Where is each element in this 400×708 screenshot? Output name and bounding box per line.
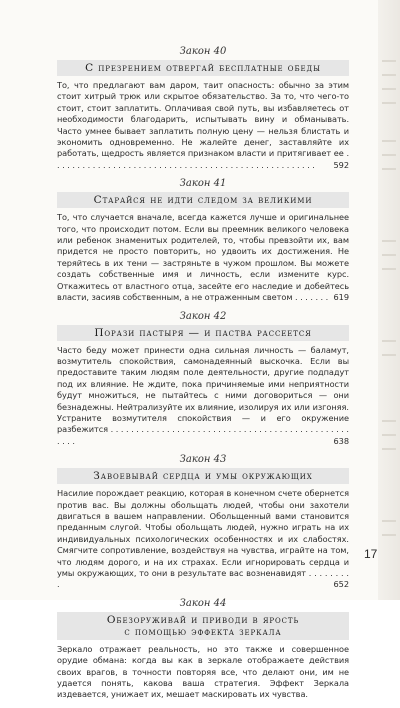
law-title-line: Завоевывай сердца и умы окружающих [93, 470, 313, 483]
law-entry-42 [57, 311, 349, 448]
law-description-text: Зеркало отражает реальность, но это также и совершенное орудие обмана: когда вы как в зеркале отображаете действия своих врагов, в точности повторяя все, что делают они, им не удается понять, какова ваша стратегия. Эффект Зеркала издевается, унижает их, мешает маскировать их чувства. [57, 643, 349, 700]
law-title-line: Порази пастыря — и паства рассеется [94, 326, 312, 339]
law-description: Насилие порождает реакцию, которая в конечном счете обернется против вас. Вы должны обольщать людей, чтобы они захотели двигаться в вашем направлении. Обольщенный вами становится преданным слугой. Чтобы обольщать людей, нужно играть на их индивидуальных психологических особенностях и их слабостях. Смягчите сопротивление, воздействуя на чувства, играйте на том, что людям дорого, и на их страхах. Если игнорировать сердца и умы окружающих, то они в результате вас возненавидят . . . . . . . . . 652 [57, 488, 349, 590]
law-entry-44 [57, 598, 349, 701]
page-number: 17 [364, 547, 378, 561]
law-entry-41 [57, 178, 349, 303]
law-title-line: с помощью эффекта зеркала [124, 625, 282, 638]
law-page-reference: 652 [333, 579, 349, 590]
law-entry-43 [57, 454, 349, 591]
law-entry-40 [57, 46, 349, 171]
law-page-reference: 592 [333, 159, 349, 170]
law-description: То, что случается вначале, всегда кажется лучше и оригинальнее того, что происходит потом. Если вы преемник великого человека или ребенок знаменитых родителей, то, чтобы превзойти их, вам придется не просто повторить, но удвоить их достижения. Не теряйтесь в их тени — застряньте в чужом прошлом. Вы можете создать собственные имя и личность, если измените курс. Откажитесь от властного отца, засейте его наследие и добейтесь власти, засияв собственным, а не отраженным светом . . . . . . . 619 [57, 212, 349, 303]
law-title [57, 192, 349, 208]
law-description: Часто беду может принести одна сильная личность — баламут, возмутитель спокойствия, самонадеянный выскочка. Если вы предоставите таким людям поле деятельности, другие подпадут под их влияние. Не ждите, пока причиняемые ими неприятности будут множиться, не пытайтесь с ними договориться — они безнадежны. Нейтрализуйте их влияние, изолируя их или изгоняя. Устраните возмутителя спокойствия — и его окружение разбежится . . . . . . . . . . . . . . . . . . . . . . . . . . . . . . . . . . . . . . . . . . . . . . . . . . . 638 [57, 344, 349, 446]
law-description [57, 644, 349, 701]
law-title [57, 325, 349, 341]
law-description-text: Часто беду может принести одна сильная личность — баламут, возмутитель спокойствия, самонадеянный выскочка. Если вы предоставите таким людям поле деятельности, другие подпадут под их влияние. Не ждите, пока причиняемые ими неприятности будут множиться, не пытайтесь с ними договориться — они безнадежны. Нейтрализуйте их влияние, изолируя их или изгоняя. Устраните возмутителя спокойствия — и его окружение разбежится [57, 344, 349, 435]
law-description-text: То, что предлагают вам даром, таит опасность: обычно за этим стоит хитрый трюк или скрытое обязательство. За то, что чего-то стоит, стоит заплатить. Оплачивая свой путь, вы избавляетесь от необходимости благодарить, испытывать вину и обманывать. Часто умнее бывает заплатить полную цену — нельзя блистать и экономить одновременно. Не жалейте денег, заставляйте их работать, щедрость является признаком власти и притягивает ее [57, 80, 349, 159]
law-title-line: Обезоруживай и приводи в ярость [106, 613, 300, 626]
law-description-text: Насилие порождает реакцию, которая в конечном счете обернется против вас. Вы должны обольщать людей, чтобы они захотели двигаться в вашем направлении. Обольщенный вами становится преданным слугой. Чтобы обольщать людей, нужно играть на их индивидуальных психологических особенностях и их слабостях. Смягчите сопротивление, воздействуя на чувства, играйте на том, что людям дорого, и на их страхах. Если игнорировать сердца и умы окружающих, то они в результате вас возненавидят [57, 488, 349, 578]
law-title [57, 468, 349, 484]
law-title-line: С презрением отвергай бесплатные обеды [85, 62, 321, 74]
law-description: То, что предлагают вам даром, таит опасность: обычно за этим стоит хитрый трюк или скрытое обязательство. За то, что чего-то стоит, стоит заплатить. Оплачивая свой путь, вы избавляетесь от необходимости благодарить, испытывать вину и обманывать. Часто умнее бывает заплатить полную цену — нельзя блистать и экономить одновременно. Не жалейте денег, заставляйте их работать, щедрость является признаком власти и притягивает ее . . . . . . . . . . . . . . . . . . . . . . . . . . . . . . . . . . . . . . . . . . . . . . . . . . . . 592 [57, 80, 349, 170]
law-number: Закон 40 [179, 46, 227, 57]
law-title [57, 60, 349, 76]
facing-page-edge [378, 0, 400, 600]
law-title [57, 612, 349, 640]
laws-list [57, 46, 349, 708]
law-title-line: Старайся не идти следом за великими [93, 194, 313, 207]
law-page-reference: 619 [333, 292, 349, 303]
law-number: Закон 42 [179, 310, 227, 322]
law-number: Закон 44 [179, 597, 227, 609]
law-number: Закон 43 [179, 454, 227, 466]
law-number: Закон 41 [179, 178, 227, 190]
law-description-text: То, что случается вначале, всегда кажется лучше и оригинальнее того, что происходит потом. Если вы преемник великого человека или ребенок знаменитых родителей, то, чтобы превзойти их, вам придется не просто повторить, но удвоить их достижения. Не теряйтесь в их тени — застряньте в чужом прошлом. Вы можете создать собственные имя и личность, если измените курс. Откажитесь от властного отца, засейте его наследие и добейтесь власти, засияв собственным, а не отраженным светом [57, 212, 349, 303]
law-page-reference: 638 [333, 435, 349, 446]
